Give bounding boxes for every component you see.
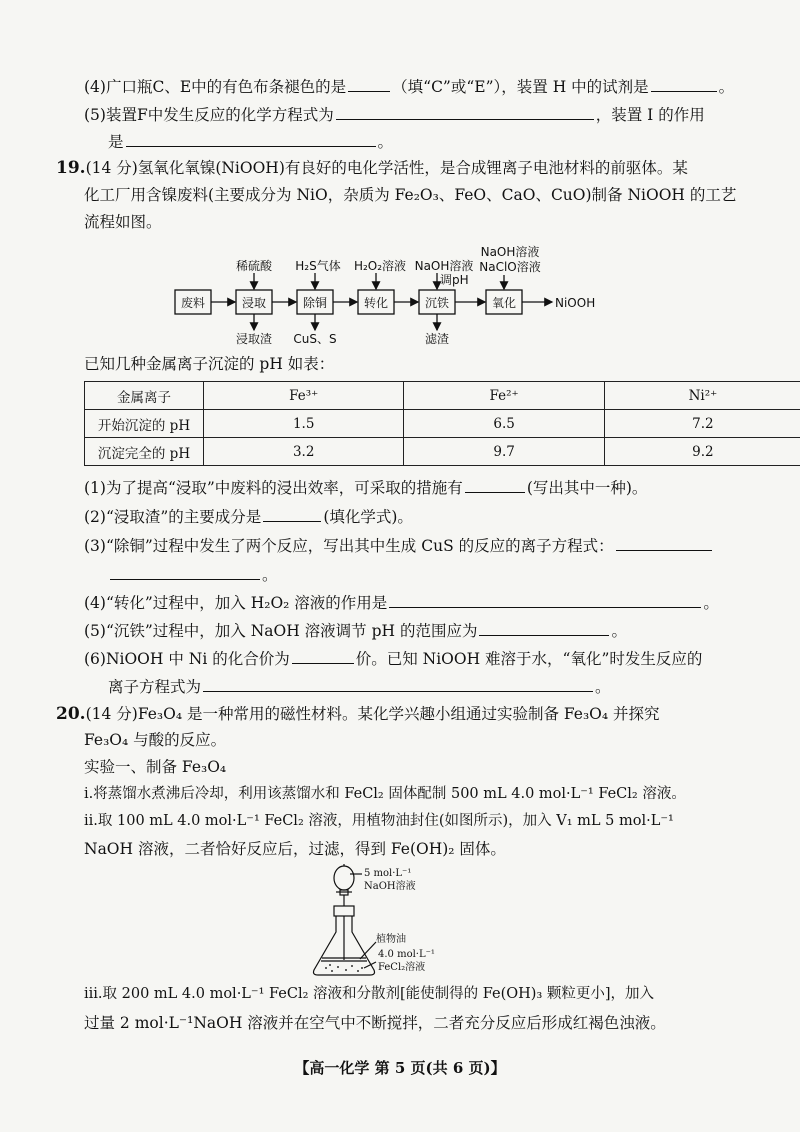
q19-sub6-cont: 离子方程式为 。 <box>108 678 611 696</box>
answer-blank[interactable] <box>126 132 376 147</box>
table-cell: 1.5 <box>204 410 404 438</box>
table-intro: 已知几种金属离子沉淀的 pH 如表： <box>84 355 335 373</box>
flow-box-oxidize: 氧化 <box>491 296 517 310</box>
question-number: 19. <box>56 158 86 178</box>
process-flow-diagram <box>0 0 800 360</box>
q19-intro-line3: 流程如图。 <box>84 213 162 231</box>
q19-intro-line1: 19.(14 分)氢氧化氧镍(NiOOH)有良好的电化学活性，是合成锂离子电池材料的前驱体。某 <box>56 158 688 178</box>
flow-reagent-h2o2: H₂O₂溶液 <box>353 259 407 273</box>
answer-blank[interactable] <box>292 649 354 664</box>
q20-step2-line1: ⅱ.取 100 mL 4.0 mol·L⁻¹ FeCl₂ 溶液，用植物油封住(如图所示)，加入 V₁ mL 5 mol·L⁻¹ <box>84 813 674 829</box>
table-header-cell: 金属离子 <box>85 382 204 410</box>
flow-product: NiOOH <box>555 296 596 310</box>
table-row <box>85 438 800 466</box>
flow-box-waste: 废料 <box>180 296 206 310</box>
q19-sub5: (5)“沉铁”过程中，加入 NaOH 溶液调节 pH 的范围应为 。 <box>84 622 627 640</box>
flow-out-filter: 滤渣 <box>424 332 450 346</box>
q18-line5: (5)装置F中发生反应的化学方程式为 ，装置 I 的作用 <box>84 106 705 124</box>
answer-blank[interactable] <box>651 77 717 92</box>
q18-line4: (4)广口瓶C、E中的有色布条褪色的是 （填“C”或“E”），装置 H 中的试剂是 。 <box>84 78 735 96</box>
answer-blank[interactable] <box>389 593 701 608</box>
table-header-cell: Fe³⁺ <box>204 382 404 410</box>
answer-blank[interactable] <box>465 478 525 493</box>
q20-step2-line2: NaOH 溶液，二者恰好反应后，过滤，得到 Fe(OH)₂ 固体。 <box>84 840 506 858</box>
q18-line5-cont: 是 。 <box>108 133 394 151</box>
table-cell: 9.2 <box>604 438 800 466</box>
answer-blank[interactable] <box>348 77 390 92</box>
flow-reagent-ox1: NaOH溶液 <box>480 245 540 259</box>
table-cell: 沉淀完全的 pH <box>85 438 204 466</box>
q20-intro-line2: Fe₃O₄ 与酸的反应。 <box>84 731 227 749</box>
fig-label-naoh-conc: 5 mol·L⁻¹ <box>364 868 412 879</box>
flow-reagent-ox2: NaClO溶液 <box>479 260 541 274</box>
apparatus-figure <box>300 862 480 982</box>
table-header-cell: Fe²⁺ <box>404 382 604 410</box>
flow-reagent-ph: 调pH <box>440 273 469 287</box>
table-header-cell: Ni²⁺ <box>604 382 800 410</box>
answer-blank[interactable] <box>479 621 609 636</box>
flow-reagent-naoh: NaOH溶液 <box>414 259 474 273</box>
answer-blank[interactable] <box>263 507 321 522</box>
flow-box-iron-precip: 沉铁 <box>424 296 450 310</box>
q19-intro-line2: 化工厂用含镍废料(主要成分为 NiO，杂质为 Fe₂O₃、FeO、CaO、CuO)制备 NiOOH 的工艺 <box>84 186 737 204</box>
answer-blank[interactable] <box>203 677 593 692</box>
table-cell: 7.2 <box>604 410 800 438</box>
answer-blank[interactable] <box>616 536 712 551</box>
q20-step1: ⅰ.将蒸馏水煮沸后冷却，利用该蒸馏水和 FeCl₂ 固体配制 500 mL 4.0 mol·L⁻¹ FeCl₂ 溶液。 <box>84 786 686 802</box>
q19-sub1: (1)为了提高“浸取”中废料的浸出效率，可采取的措施有 (写出其中一种)。 <box>84 479 648 497</box>
flow-box-leach: 浸取 <box>241 296 267 310</box>
q19-sub2: (2)“浸取渣”的主要成分是 (填化学式)。 <box>84 508 413 526</box>
table-cell: 9.7 <box>404 438 604 466</box>
table-header-row <box>85 382 800 410</box>
ph-table <box>84 381 800 466</box>
q20-intro-line1: 20.(14 分)Fe₃O₄ 是一种常用的磁性材料。某化学兴趣小组通过实验制备 Fe₃O₄ 并探究 <box>56 704 660 724</box>
table-row <box>85 410 800 438</box>
answer-blank[interactable] <box>110 565 260 580</box>
flow-reagent-acid: 稀硫酸 <box>235 259 273 273</box>
flow-box-decopper: 除铜 <box>302 296 328 310</box>
flow-reagent-h2s: H₂S气体 <box>295 259 341 273</box>
table-cell: 6.5 <box>404 410 604 438</box>
fig-label-fecl2-conc: 4.0 mol·L⁻¹ <box>378 949 435 960</box>
q19-sub3-cont: 。 <box>108 565 278 585</box>
q20-step3-line2: 过量 2 mol·L⁻¹NaOH 溶液并在空气中不断搅拌，二者充分反应后形成红褐色浊液。 <box>84 1014 666 1032</box>
q19-sub6: (6)NiOOH 中 Ni 的化合价为 价。已知 NiOOH 难溶于水，“氧化”时发生反应的 <box>84 650 703 668</box>
flow-box-convert: 转化 <box>363 296 389 310</box>
page-footer: 【高一化学 第 5 页(共 6 页)】 <box>294 1059 506 1077</box>
flow-out-cus: CuS、S <box>293 332 337 346</box>
table-cell: 3.2 <box>204 438 404 466</box>
q20-step3-line1: ⅲ.取 200 mL 4.0 mol·L⁻¹ FeCl₂ 溶液和分散剂[能使制得的 Fe(OH)₃ 颗粒更小]，加入 <box>84 986 655 1002</box>
fig-label-fecl2: FeCl₂溶液 <box>378 962 426 973</box>
table-cell: 开始沉淀的 pH <box>85 410 204 438</box>
answer-blank[interactable] <box>336 105 594 120</box>
q19-sub4: (4)“转化”过程中，加入 H₂O₂ 溶液的作用是 。 <box>84 594 719 612</box>
q20-exp1-title: 实验一、制备 Fe₃O₄ <box>84 758 227 776</box>
fig-label-naoh: NaOH溶液 <box>364 881 416 892</box>
question-number: 20. <box>56 704 86 724</box>
flow-out-residue: 浸取渣 <box>235 332 273 346</box>
fig-label-oil: 植物油 <box>376 934 406 945</box>
q19-sub3: (3)“除铜”过程中发生了两个反应，写出其中生成 CuS 的反应的离子方程式： <box>84 536 714 556</box>
